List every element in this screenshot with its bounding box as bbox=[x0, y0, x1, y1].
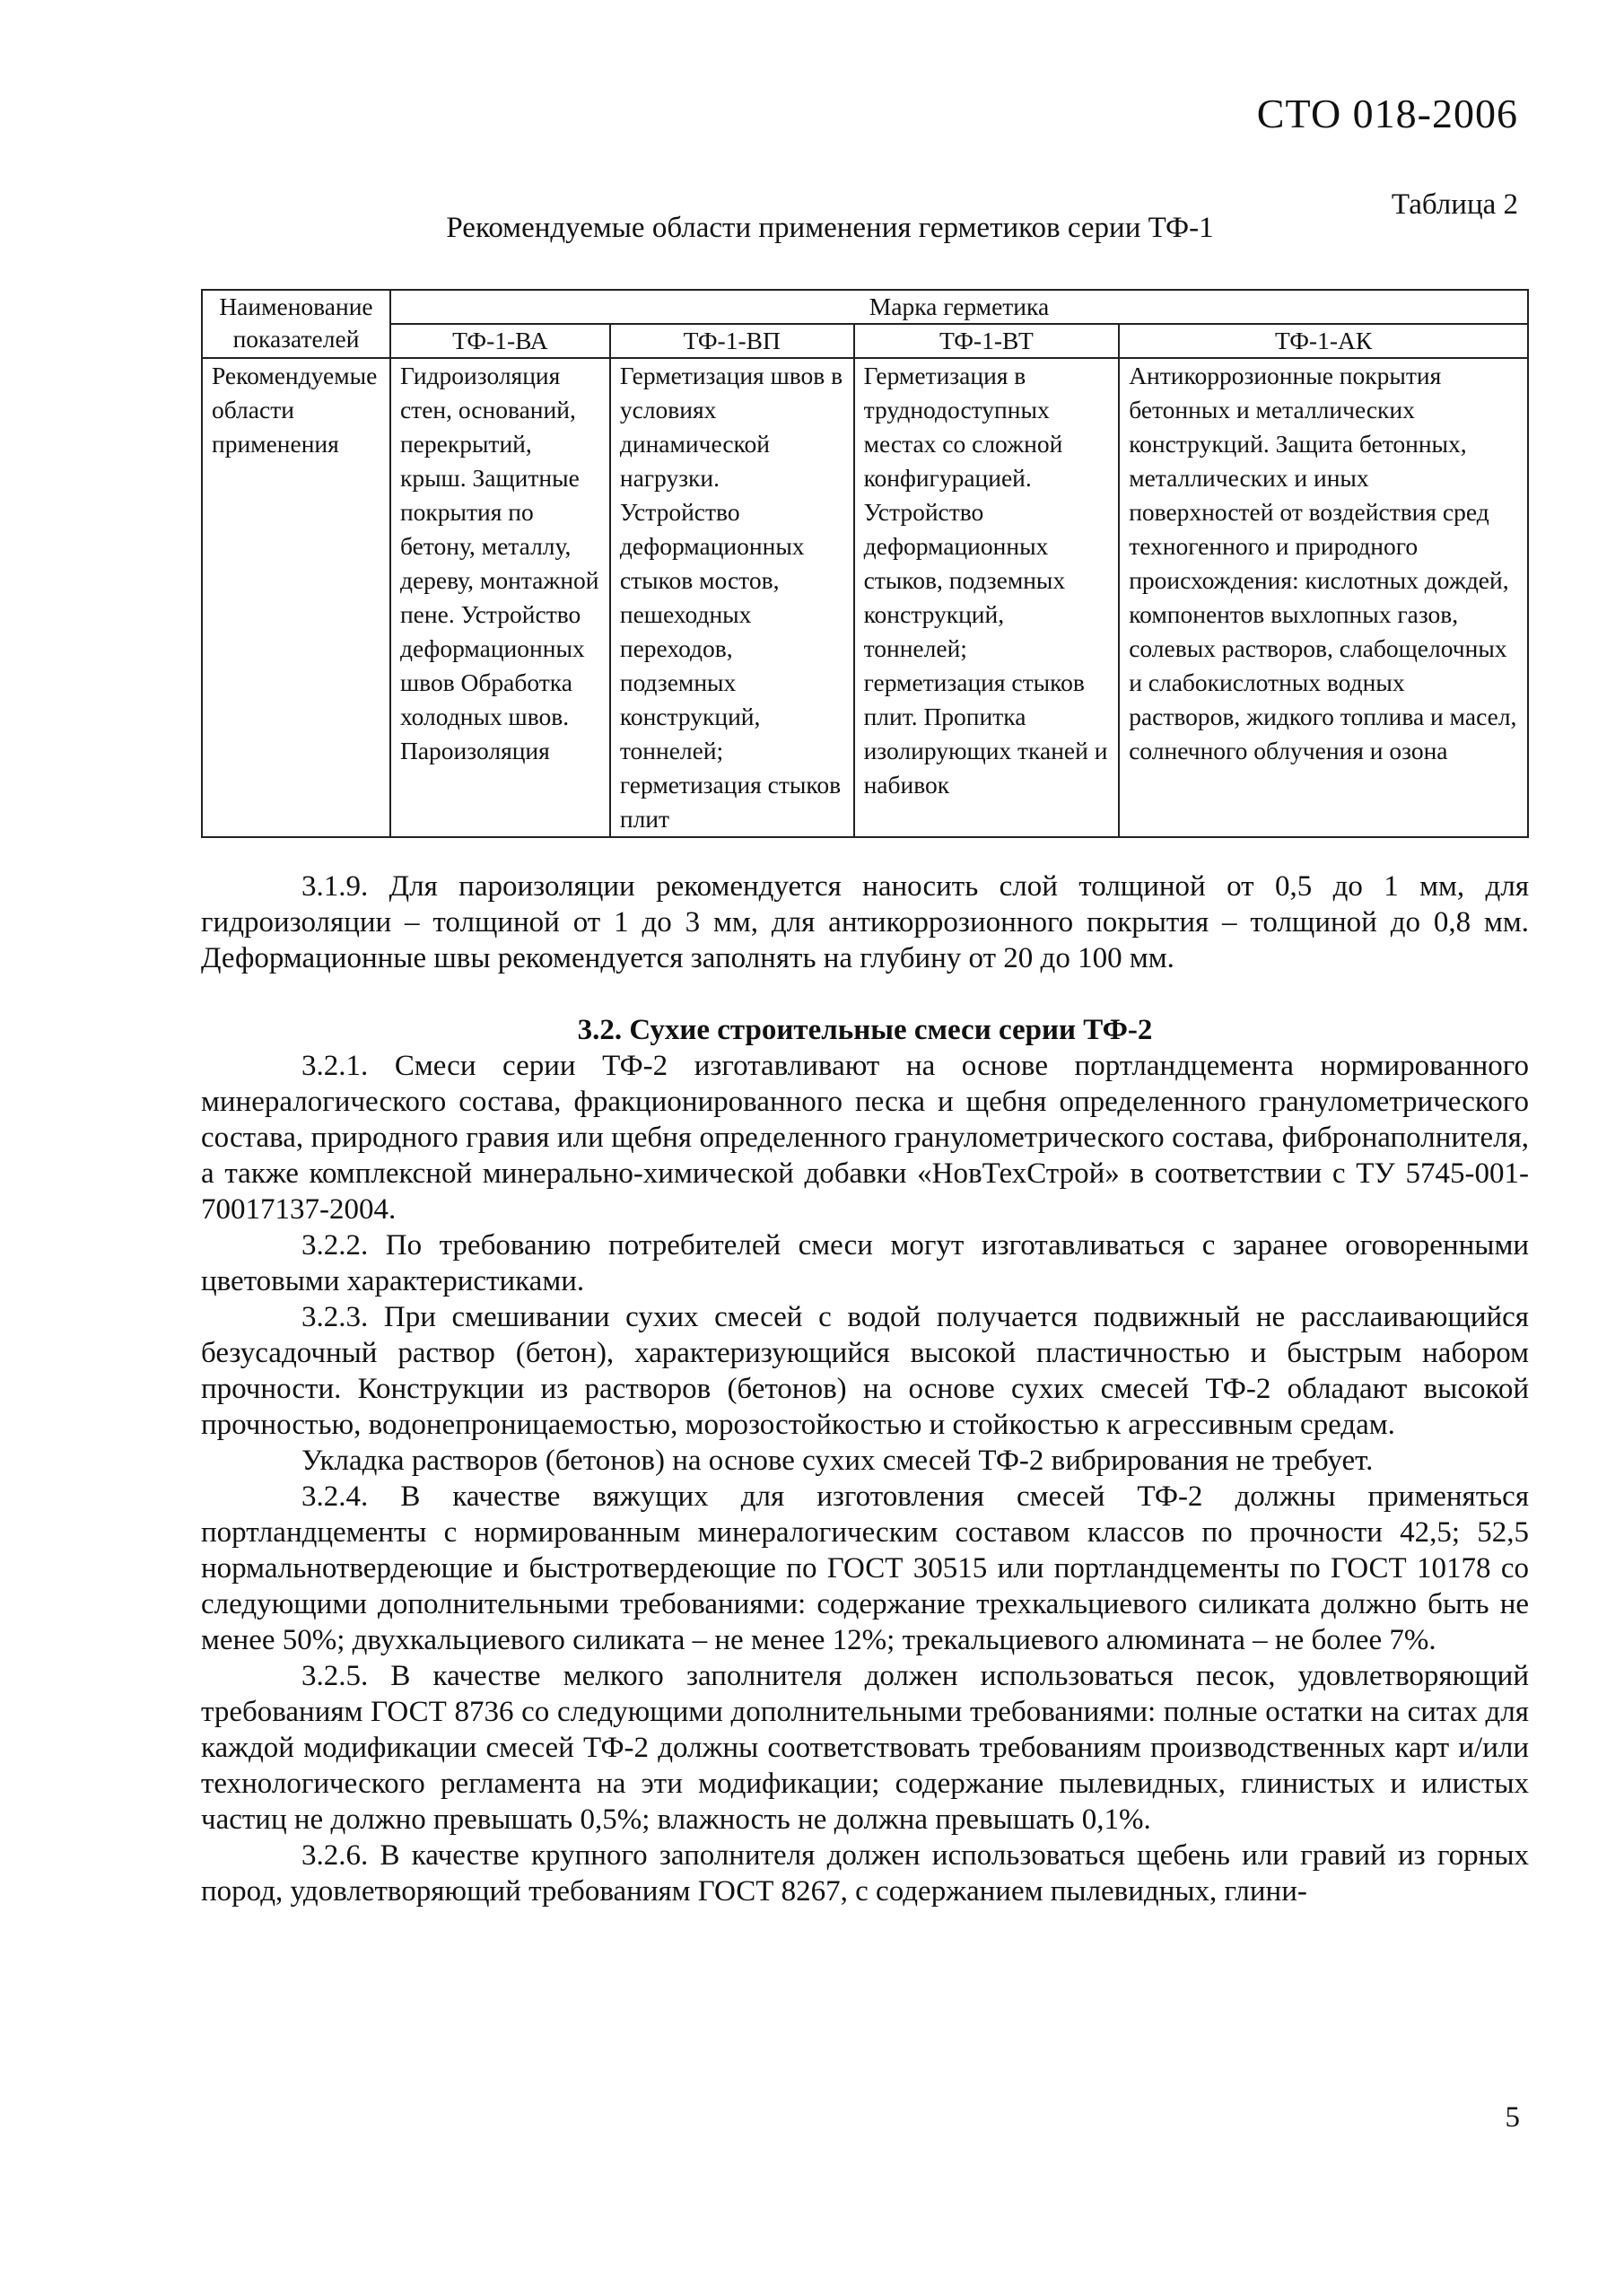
paragraph-3-2-4: 3.2.4. В качестве вяжущих для изготовления смесей ТФ-2 должны применяться портландцементы с нормированным минералогическим составом классов по прочности 42,5; 52,5 нормальнотвердеющие и быстротвердеющие по ГОСТ 30515 или портландцементы по ГОСТ 10178 со следующими дополнительными требованиями: содержание трехкальциевого силиката должно быть не менее 50%; двухкальциевого силиката – не менее 12%; трекальциевого алюмината – не более 7%. bbox=[201, 1480, 1529, 1656]
table-header-row bbox=[202, 290, 1528, 324]
document-code: СТО 018-2006 bbox=[1256, 91, 1518, 136]
section-heading: 3.2. Сухие строительные смеси серии ТФ-2 bbox=[577, 1014, 1153, 1046]
paragraph-3-2-1: 3.2.1. Смеси серии ТФ-2 изготавливают на основе портландцемента нормированного минералогического состава, фракционированного песка и щебня определенного гранулометрического состава, природного гравия или щебня определенного гранулометрического состава, фибронаполнителя, а также комплексной минерально-химической добавки «НовТехСтрой» в соответствии с ТУ 5745-001-70017137-2004. bbox=[201, 1050, 1529, 1226]
paragraph-3-2-5: 3.2.5. В качестве мелкого заполнителя должен использоваться песок, удовлетворяющий требованиям ГОСТ 8736 со следующими дополнительными требованиями: полные остатки на ситах для каждой модификации смесей ТФ-2 должны соответствовать требованиям производственных карт и/или технологического регламента на эти модификации; содержание пылевидных, глинистых и илистых частиц не должно превышать 0,5%; влажность не должна превышать 0,1%. bbox=[201, 1660, 1529, 1836]
row-label: Рекомендуемые области применения bbox=[202, 358, 390, 837]
brand-header: ТФ-1-АК bbox=[1119, 324, 1528, 358]
table-cell: Герметизация швов в условиях динамической нагрузки. Устройство деформационных стыков мостов, пешеходных переходов, подземных конструкций, тоннелей; герметизация стыков плит bbox=[610, 358, 854, 837]
paragraph-3-2-2: 3.2.2. По требованию потребителей смеси могут изготавливаться с заранее оговоренными цветовыми характеристиками. bbox=[201, 1229, 1529, 1297]
brand-header: ТФ-1-ВП bbox=[610, 324, 854, 358]
table-cell: Гидроизоляция стен, оснований, перекрытий, крыш. Защитные покрытия по бетону, металлу, дереву, монтажной пене. Устройство деформационных швов Обработка холодных швов. Пароизоляция bbox=[390, 358, 610, 837]
paragraph-3-2-6: 3.2.6. В качестве крупного заполнителя должен использоваться щебень или гравий из горных пород, удовлетворяющий требованиям ГОСТ 8267, с содержанием пылевидных, глини- bbox=[201, 1839, 1529, 1908]
column-header-indicator: Наименование показателей bbox=[202, 290, 390, 358]
brand-header: ТФ-1-ВТ bbox=[854, 324, 1120, 358]
paragraph-3-2-3-continued: Укладка растворов (бетонов) на основе сухих смесей ТФ-2 вибрирования не требует. bbox=[301, 1445, 1374, 1477]
brand-header-row bbox=[202, 324, 1528, 358]
brand-header: ТФ-1-ВА bbox=[390, 324, 610, 358]
table-title: Рекомендуемые области применения герметиков серии ТФ-1 bbox=[446, 212, 1214, 244]
table-number: Таблица 2 bbox=[1391, 188, 1518, 221]
paragraph-3-2-3: 3.2.3. При смешивании сухих смесей с водой получается подвижный не расслаивающийся безусадочный раствор (бетон), характеризующийся высокой пластичностью и быстрым набором прочности. Конструкции из растворов (бетонов) на основе сухих смесей ТФ-2 обладают высокой прочностью, водонепроницаемостью, морозостойкостью и стойкостью к агрессивным средам. bbox=[201, 1301, 1529, 1441]
paragraph-3-1-9: 3.1.9. Для пароизоляции рекомендуется наносить слой толщиной от 0,5 до 1 мм, для гидроизоляции – толщиной от 1 до 3 мм, для антикоррозионного покрытия – толщиной до 0,8 мм. Деформационные швы рекомендуется заполнять на глубину от 20 до 100 мм. bbox=[201, 870, 1529, 974]
page-number: 5 bbox=[1505, 2101, 1520, 2134]
table-row bbox=[202, 358, 1528, 837]
table-cell: Антикоррозионные покрытия бетонных и металлических конструкций. Защита бетонных, металлических и иных поверхностей от воздействия сред техногенного и природного происхождения: кислотных дождей, компонентов выхлопных газов, солевых растворов, слабощелочных и слабокислотных водных растворов, жидкого топлива и масел, солнечного облучения и озона bbox=[1119, 358, 1528, 837]
sealant-application-table bbox=[201, 289, 1529, 838]
column-group-header: Марка герметика bbox=[390, 290, 1528, 324]
body-text bbox=[201, 869, 1529, 1909]
table-cell: Герметизация в труднодоступных местах со сложной конфигурацией. Устройство деформационных стыков, подземных конструкций, тоннелей; герметизация стыков плит. Пропитка изолирующих тканей и набивок bbox=[854, 358, 1120, 837]
